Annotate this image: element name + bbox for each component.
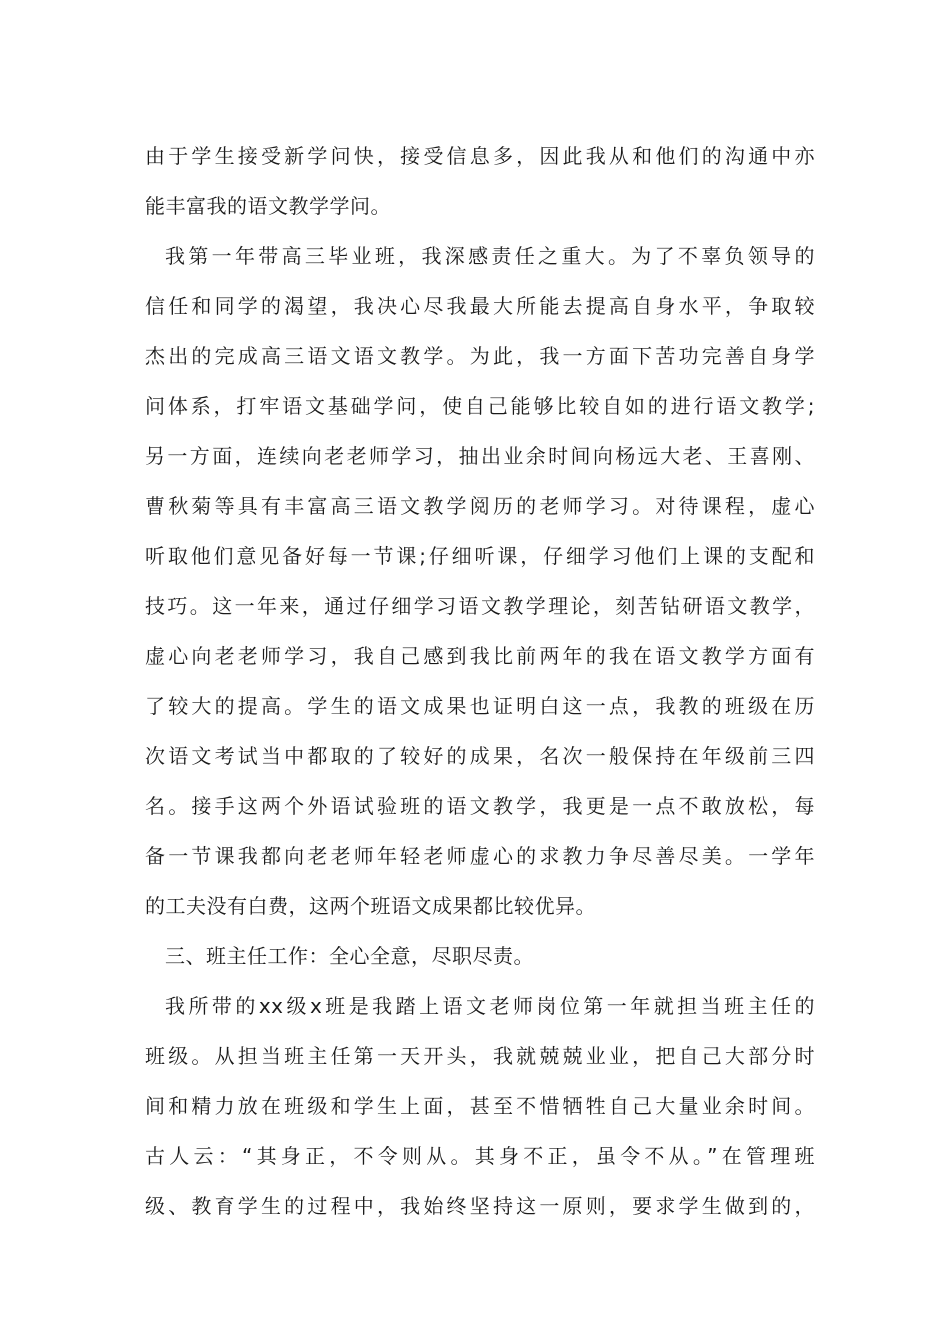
- text-line: 曹秋菊等具有丰富高三语文教学阅历的老师学习。对待课程，虚心: [145, 494, 815, 518]
- text-line: 问体系，打牢语文基础学问，使自己能够比较自如的进行语文教学;: [145, 394, 815, 418]
- text-line: 古人云：“其身正，不令则从。其身不正，虽令不从。”在管理班: [145, 1144, 815, 1168]
- text-line: 三、班主任工作：全心全意，尽职尽责。: [165, 944, 534, 968]
- text-line: 由于学生接受新学问快，接受信息多，因此我从和他们的沟通中亦: [145, 144, 815, 168]
- document-body: [145, 131, 815, 1231]
- text-line: 信任和同学的渴望，我决心尽我最大所能去提高自身水平，争取较: [145, 294, 815, 318]
- text-line: 了较大的提高。学生的语文成果也证明白这一点，我教的班级在历: [145, 694, 815, 718]
- text-line: 能丰富我的语文教学学问。: [145, 194, 391, 218]
- text-line: 次语文考试当中都取的了较好的成果，名次一般保持在年级前三四: [145, 744, 815, 768]
- text-line: 级、教育学生的过程中，我始终坚持这一原则，要求学生做到的，: [145, 1194, 815, 1218]
- text-line: 我第一年带高三毕业班，我深感责任之重大。为了不辜负领导的: [165, 244, 815, 268]
- text-line: 班级。从担当班主任第一天开头，我就兢兢业业，把自己大部分时: [145, 1044, 815, 1068]
- text-line: 的工夫没有白费，这两个班语文成果都比较优异。: [145, 894, 596, 918]
- text-line: 虚心向老老师学习，我自己感到我比前两年的我在语文教学方面有: [145, 644, 815, 668]
- text-line: 备一节课我都向老老师年轻老师虚心的求教力争尽善尽美。一学年: [145, 844, 815, 868]
- text-line: 杰出的完成高三语文语文教学。为此，我一方面下苦功完善自身学: [145, 344, 815, 368]
- text-line: 名。接手这两个外语试验班的语文教学，我更是一点不敢放松，每: [145, 794, 815, 818]
- text-line: 间和精力放在班级和学生上面，甚至不惜牺牲自己大量业余时间。: [145, 1094, 815, 1118]
- text-line: 技巧。这一年来，通过仔细学习语文教学理论，刻苦钻研语文教学，: [145, 594, 815, 618]
- text-line: 听取他们意见备好每一节课;仔细听课，仔细学习他们上课的支配和: [145, 544, 815, 568]
- text-line: 我所带的xx级x班是我踏上语文老师岗位第一年就担当班主任的: [165, 994, 815, 1018]
- text-line: 另一方面，连续向老老师学习，抽出业余时间向杨远大老、王喜刚、: [145, 444, 815, 468]
